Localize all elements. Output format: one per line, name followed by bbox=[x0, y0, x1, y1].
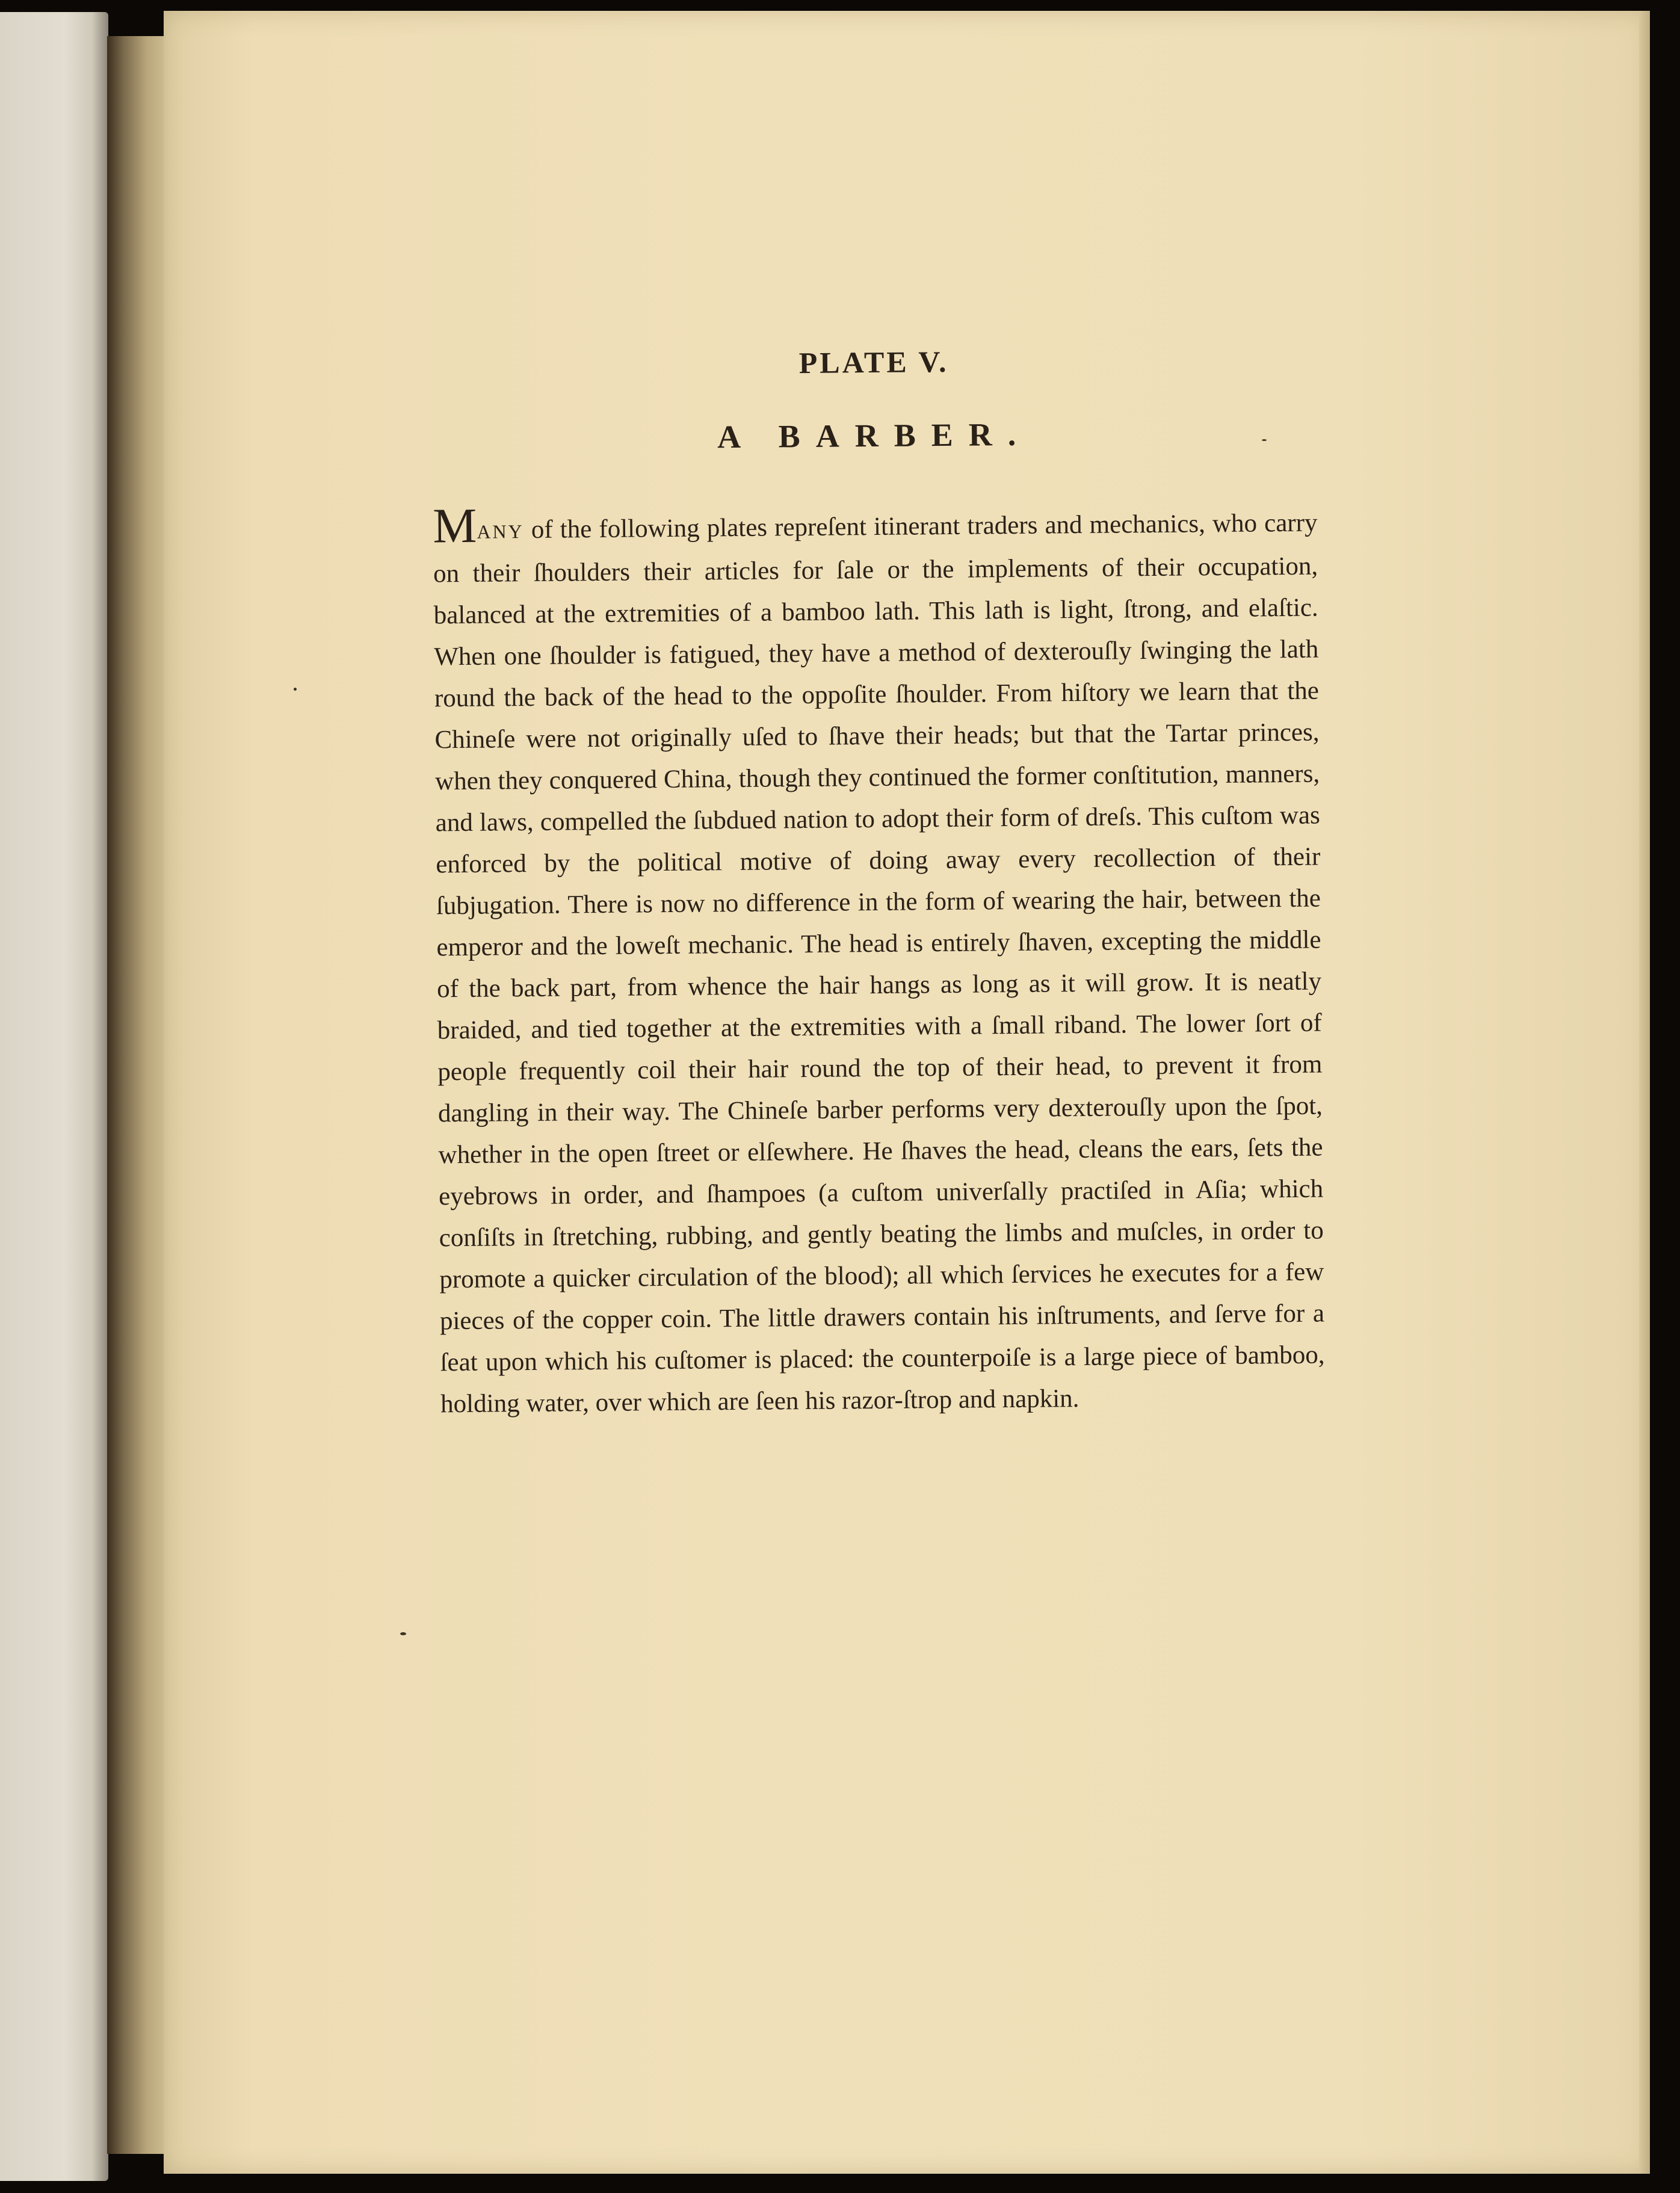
body-paragraph bbox=[433, 498, 1325, 1425]
first-word-smallcaps: ANY bbox=[477, 520, 524, 543]
article-title: A BARBER. bbox=[717, 416, 1032, 455]
paper-speck bbox=[400, 1632, 406, 1635]
body-text: of the following plates repreſent itinerant traders and mechanics, who carry on their ſhoulders their articles for ſale or the implements of their occupation, balanced at the extremities of a bamboo lath. This lath is light, ſtrong, and elaſtic. When one ſhoulder is fatigued, they have a method of dexterouſly ſwinging the lath round the back of the head to the oppoſite ſhoulder. From hiſtory we learn that the Chineſe were not originally uſed to ſhave their heads; but that the Tartar princes, when they conquered China, though they continued the former conſtitution, manners, and laws, compelled the ſubdued nation to adopt their form of dreſs. This cuſtom was enforced by the political motive of doing away every recollection of their ſubjugation. There is now no difference in the form of wearing the hair, between the emperor and the loweſt mechanic. The head is entirely ſhaven, excepting the middle of the back part, from whence the hair hangs as long as it will grow. It is neatly braided, and tied together at the extremities with a ſmall riband. The lower ſort of people frequently coil their hair round the top of their head, to prevent it from dangling in their way. The Chineſe barber performs very dexterouſly upon the ſpot, whether in the open ſtreet or elſewhere. He ſhaves the head, cleans the ears, ſets the eyebrows in order, and ſhampoes (a cuſtom univerſally practiſed in Aſia; which conſiſts in ſtretching, rubbing, and gently beating the limbs and muſcles, in order to promote a quicker circulation of the blood); all which ſervices he executes for a few pieces of the copper coin. The little drawers contain his inſtruments, and ſerve for a ſeat upon which his cuſtomer is placed: the counterpoiſe is a large piece of bamboo, holding water, over which are ſeen his razor-ſtrop and napkin. bbox=[433, 508, 1325, 1419]
page-fore-edge bbox=[1639, 11, 1650, 2174]
book-page bbox=[164, 11, 1650, 2174]
plate-title: PLATE V. bbox=[798, 344, 949, 380]
facing-page-edge bbox=[0, 12, 108, 2181]
drop-cap: M bbox=[433, 498, 477, 554]
paper-speck bbox=[294, 688, 297, 691]
text-block bbox=[428, 7, 1325, 1419]
